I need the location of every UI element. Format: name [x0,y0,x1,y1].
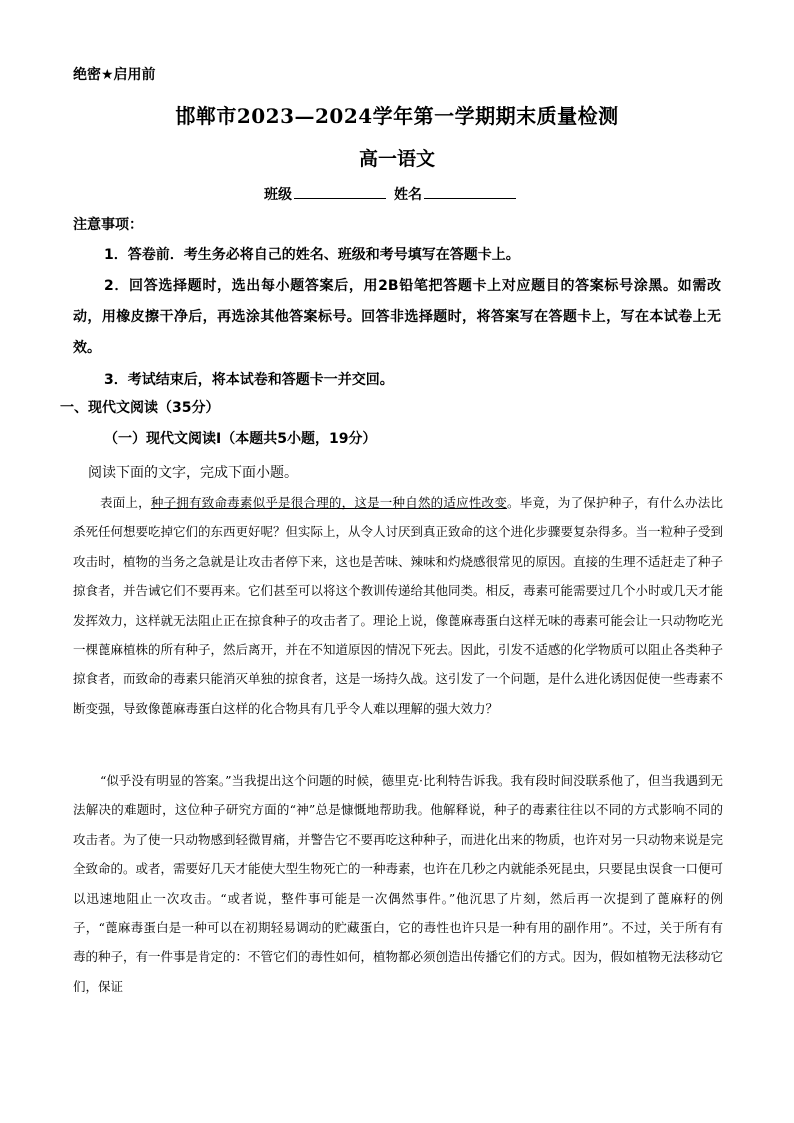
note-item-2: 2．回答选择题时，选出每小题答案后，用2B铅笔把答题卡上对应题目的答案标号涂黑。如需改动，用橡皮擦干净后，再选涂其他答案标号。回答非选择题时，将答案写在答题卡上，写在本试卷上无效。 [73,278,721,356]
exam-title: 邯郸市2023—2024学年第一学期期末质量检测 [175,104,619,128]
underlined-sentence: 种子拥有致命毒素似乎是很合理的，这是一种自然的适应性改变 [150,495,507,510]
student-info-line [264,184,524,204]
subsection-heading: （一）现代文阅读Ⅰ（本题共5小题，19分） [104,431,377,447]
subject-title: 高一语文 [358,148,435,170]
passage-paragraph-1 [73,488,723,723]
name-blank[interactable] [424,184,516,199]
reading-instruction: 阅读下面的文字，完成下面小题。 [88,465,298,481]
name-label: 姓名 [394,187,422,203]
section-heading: 一、现代文阅读（35分） [60,400,220,416]
paragraph-1-intro: 表面上， [100,495,151,510]
note-item-3: 3．考试结束后，将本试卷和答题卡一并交回。 [104,372,394,388]
passage-paragraph-2: “似乎没有明显的答案。”当我提出这个问题的时候，德里克·比利特告诉我。我有段时间没联系他了，但当我遇到无法解决的难题时，这位种子研究方面的“神”总是慷慨地帮助我。他解释说，种子的毒素往往以不同的方式影响不同的攻击者。为了使一只动物感到轻微胃痛，并警告它不要再吃这种种子，而进化出来的物质，也许对另一只动物来说是完全致命的。或者，需要好几天才能使大型生物死亡的一种毒素，也许在几秒之内就能杀死昆虫，只要昆虫误食一口便可以迅速地阻止一次攻击。“或者说，整件事可能是一次偶然事件。”他沉思了片刻，然后再一次提到了蓖麻籽的例子，“蓖麻毒蛋白是一种可以在初期轻易调动的贮藏蛋白，它的毒性也许只是一种有用的副作用”。不过，关于所有有毒的种子，有一件事是肯定的：不管它们的毒性如何，植物都必须创造出传播它们的方式。因为，假如植物无法移动它们，保证 [73,773,724,994]
class-blank[interactable] [294,184,386,199]
note-item-1: 1．答卷前．考生务必将自己的姓名、班级和考号填写在答题卡上。 [104,247,520,263]
notes-heading: 注意事项： [73,217,143,233]
class-label: 班级 [264,187,292,203]
paragraph-1-rest: 。毕竟，为了保护种子，有什么办法比杀死任何想要吃掉它们的东西更好呢？但实际上，从令人讨厌到真正致命的这个进化步骤要复杂得多。当一粒种子受到攻击时，植物的当务之急就是让攻击者停下来，这也是苦味、辣味和灼烧感很常见的原因。直接的生理不适赶走了种子掠食者，并告诫它们不要再来。它们甚至可以将这个教训传递给其他同类。相反，毒素可能需要过几个小时或几天才能发挥效力，这样就无法阻止正在掠食种子的攻击者了。理论上说，像蓖麻毒蛋白这样无味的毒素可能会让一只动物吃光一棵蓖麻植株的所有种子，然后离开，并在不知道原因的情况下死去。因此，引发不适感的化学物质可以阻止各类种子掠食者，而致命的毒素只能消灭单独的掠食者，这是一场持久战。这引发了一个问题，是什么进化诱因促使一些毒素不断变强，导致像蓖麻毒蛋白这样的化合物具有几乎令人难以理解的强大效力？ [73,495,724,716]
confidential-label: 绝密★启用前 [73,67,156,83]
